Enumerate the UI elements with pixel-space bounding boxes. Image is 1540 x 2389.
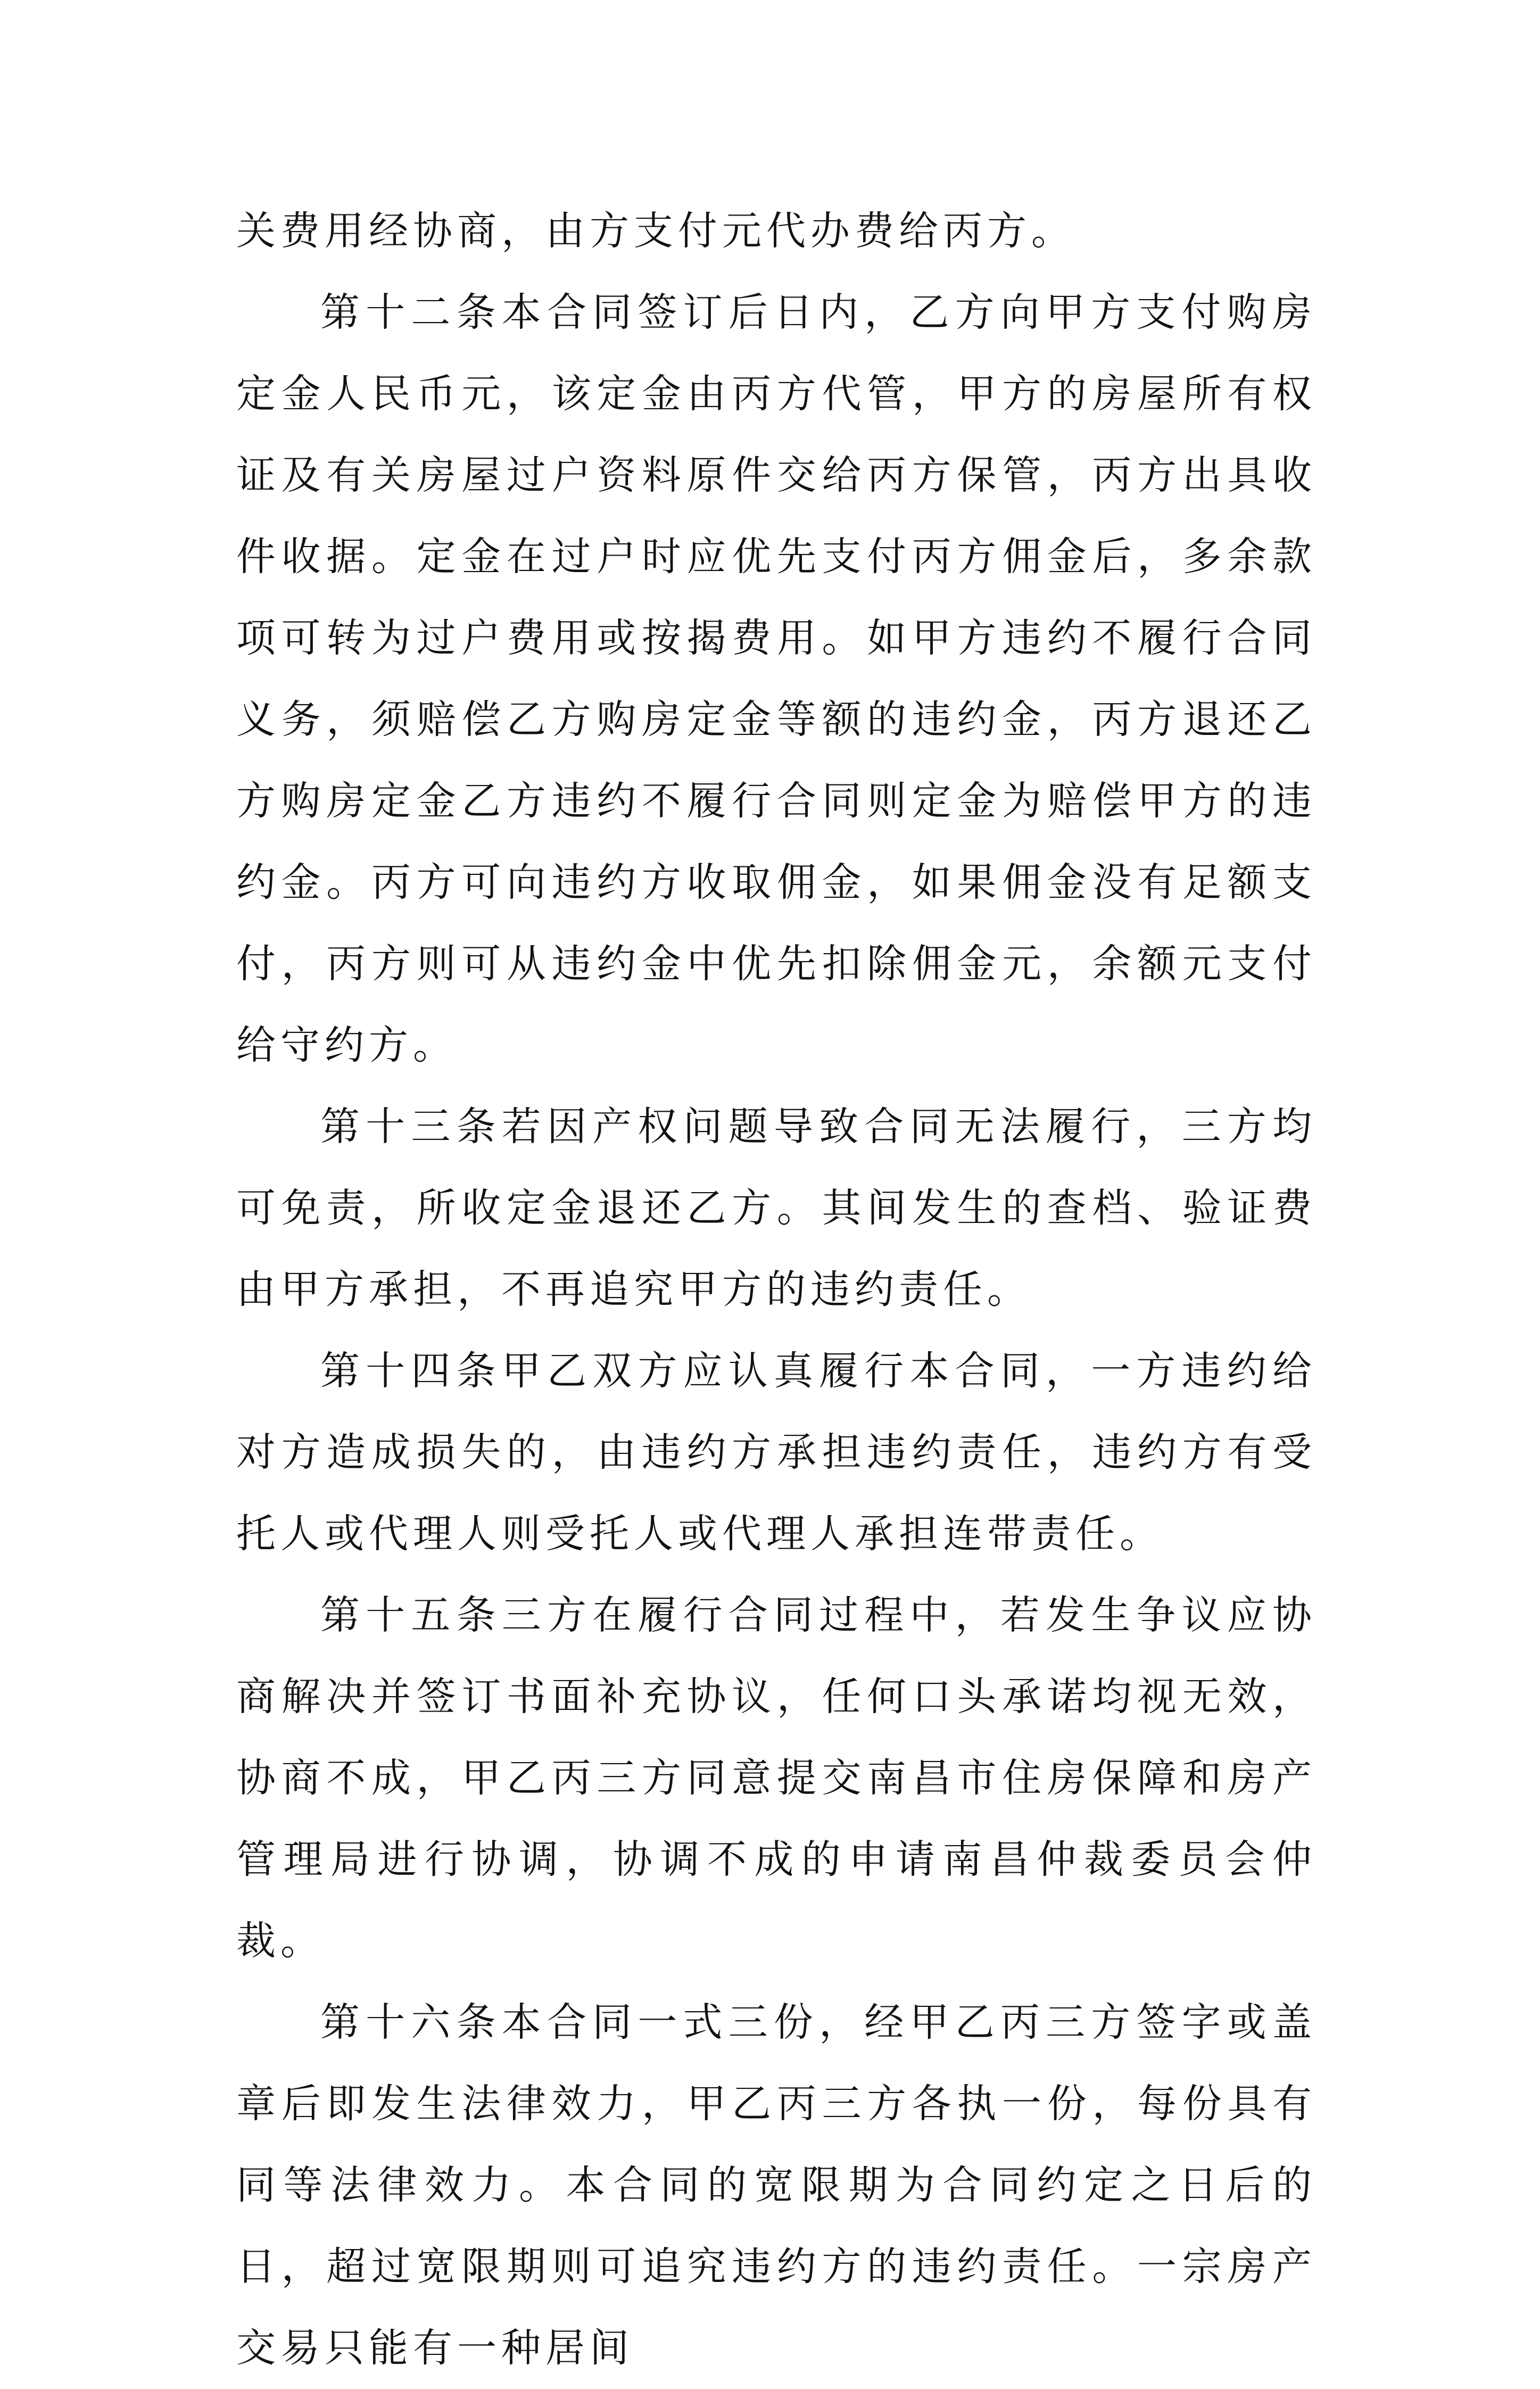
paragraph-fee-clause-continuation: 关费用经协商，由方支付元代办费给丙方。 bbox=[236, 208, 1075, 254]
paragraph-article-13: 第十三条若因产权问题导致合同无法履行，三方均可免责，所收定金退还乙方。其间发生的查档、验证费由甲方承担，不再追究甲方的违约责任。 bbox=[236, 1104, 1317, 1312]
paragraph-article-12: 第十二条本合同签订后日内，乙方向甲方支付购房定金人民币元，该定金由丙方代管，甲方的房屋所有权证及有关房屋过户资料原件交给丙方保管，丙方出具收件收据。定金在过户时应优先支付丙方佣金后，多余款项可转为过户费用或按揭费用。如甲方违约不履行合同义务，须赔偿乙方购房定金等额的违约金，丙方退还乙方购房定金乙方违约不履行合同则定金为赔偿甲方的违约金。丙方可向违约方收取佣金，如果佣金没有足额支付，丙方则可从违约金中优先扣除佣金元，余额元支付给守约方。 bbox=[236, 290, 1317, 1068]
document-body bbox=[236, 191, 1317, 2389]
paragraph-article-16: 第十六条本合同一式三份，经甲乙丙三方签字或盖章后即发生法律效力，甲乙丙三方各执一份，每份具有同等法律效力。本合同的宽限期为合同约定之日后的日，超过宽限期则可追究违约方的违约责任。一宗房产交易只能有一种居间 bbox=[236, 1999, 1317, 2371]
paragraph-article-15: 第十五条三方在履行合同过程中，若发生争议应协商解决并签订书面补充协议，任何口头承诺均视无效，协商不成，甲乙丙三方同意提交南昌市住房保障和房产管理局进行协调，协调不成的申请南昌仲裁委员会仲裁。 bbox=[236, 1592, 1317, 1964]
paragraph-article-14: 第十四条甲乙双方应认真履行本合同，一方违约给对方造成损失的，由违约方承担违约责任，违约方有受托人或代理人则受托人或代理人承担连带责任。 bbox=[236, 1348, 1317, 1557]
